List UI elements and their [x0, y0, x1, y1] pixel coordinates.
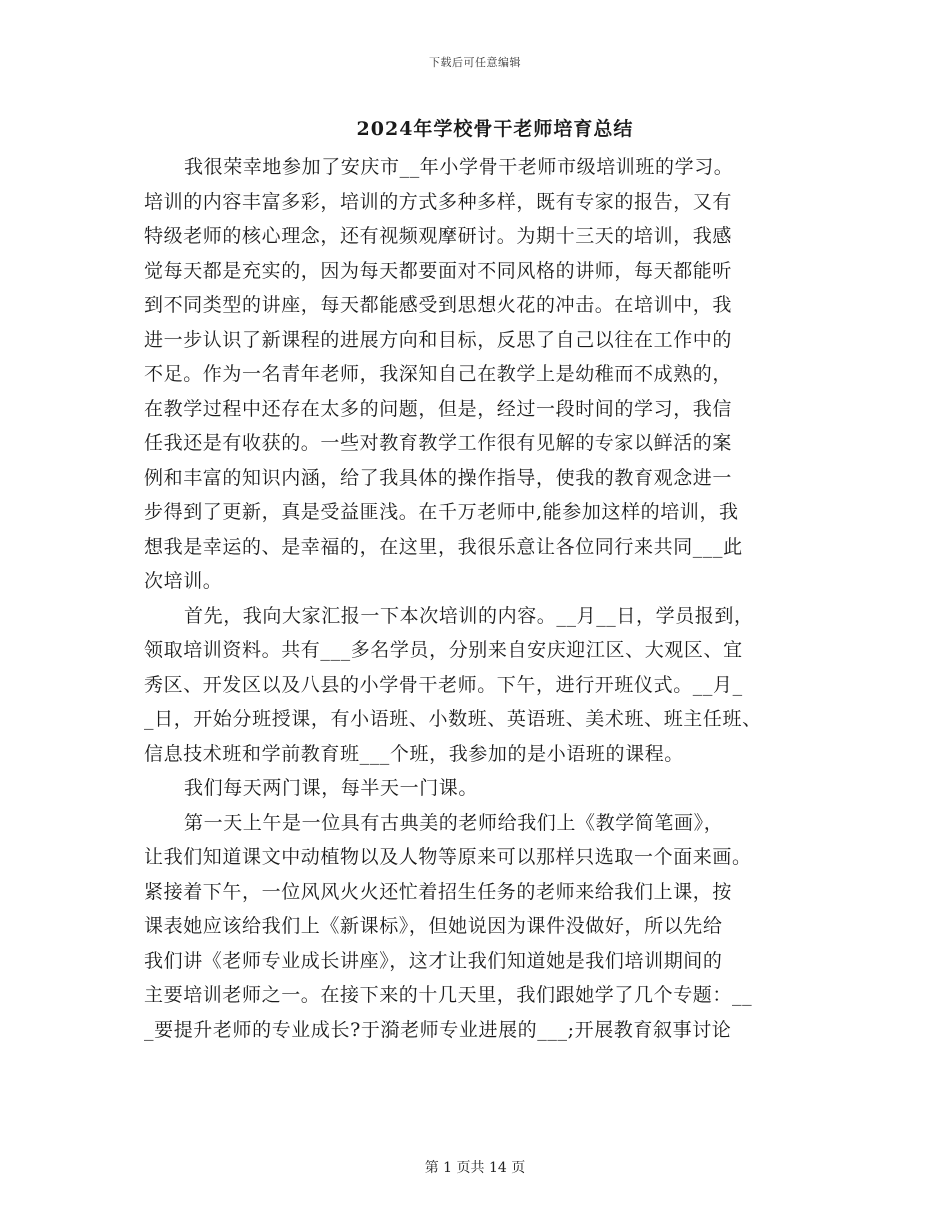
paragraph-line: 进一步认识了新课程的进展方向和目标，反思了自己以往在工作中的: [144, 328, 733, 351]
page-header-note: 下载后可任意编辑: [429, 56, 521, 69]
paragraph-line: 到不同类型的讲座，每天都能感受到思想火花的冲击。在培训中，我: [144, 294, 733, 316]
paragraph-line: 首先，我向大家汇报一下本次培训的内容。__月__日，学员报到，: [184, 604, 754, 627]
paragraph-line: 紧接着下午，一位风风火火还忙着招生任务的老师来给我们上课，按: [144, 880, 733, 903]
paragraph-line: _日，开始分班授课，有小语班、小数班、英语班、美术班、班主任班、: [144, 708, 762, 730]
paragraph-line: 例和丰富的知识内涵，给了我具体的操作指导，使我的教育观念进一: [144, 466, 733, 489]
paragraph-line: 领取培训资料。共有___多名学员，分别来自安庆迎江区、大观区、宜: [144, 639, 743, 661]
paragraph-line: _要提升老师的专业成长?于漪老师专业进展的___;开展教育叙事讨论: [144, 1018, 732, 1041]
document-title: 2024年学校骨干老师培育总结: [356, 118, 634, 140]
paragraph-line: 第一天上午是一位具有古典美的老师给我们上《教学简笔画》，: [184, 811, 724, 834]
page-number-footer: 第 1 页共 14 页: [424, 1160, 526, 1176]
paragraph-line: 在教学过程中还存在太多的问题，但是，经过一段时间的学习，我信: [144, 397, 733, 420]
paragraph-line: 任我还是有收获的。一些对教育教学工作很有见解的专家以鲜活的案: [144, 432, 733, 454]
paragraph-line: 觉每天都是充实的，因为每天都要面对不同风格的讲师，每天都能听: [144, 259, 733, 282]
document-body: [144, 150, 824, 1047]
paragraph-line: 次培训。: [144, 570, 223, 592]
paragraph-line: 我们讲《老师专业成长讲座》，这才让我们知道她是我们培训期间的: [144, 949, 723, 972]
paragraph-line: 课表她应该给我们上《新课标》，但她说因为课件没做好，所以先给: [144, 915, 723, 937]
paragraph-line: 主要培训老师之一。在接下来的十几天里，我们跟她学了几个专题：__: [144, 984, 753, 1006]
paragraph-line: 步得到了更新，真是受益匪浅。在千万老师中,能参加这样的培训，我: [144, 501, 739, 523]
paragraph-line: 秀区、开发区以及八县的小学骨干老师。下午，进行开班仪式。__月_: [144, 673, 743, 696]
paragraph-line: 信息技术班和学前教育班___个班，我参加的是小语班的课程。: [144, 742, 684, 765]
paragraph-line: 我很荣幸地参加了安庆市__年小学骨干老师市级培训班的学习。: [184, 156, 734, 178]
paragraph-line: 培训的内容丰富多彩，培训的方式多种多样，既有专家的报告，又有: [144, 190, 733, 213]
paragraph-line: 想我是幸运的、是幸福的，在这里，我很乐意让各位同行来共同___此: [144, 535, 743, 558]
paragraph-line: 不足。作为一名青年老师，我深知自己在教学上是幼稚而不成熟的，: [144, 363, 733, 385]
paragraph-line: 让我们知道课文中动植物以及人物等原来可以那样只选取一个面来画。: [144, 846, 752, 868]
paragraph-line: 我们每天两门课，每半天一门课。: [184, 777, 479, 799]
paragraph-line: 特级老师的核心理念，还有视频观摩研讨。为期十三天的培训，我感: [144, 225, 733, 247]
